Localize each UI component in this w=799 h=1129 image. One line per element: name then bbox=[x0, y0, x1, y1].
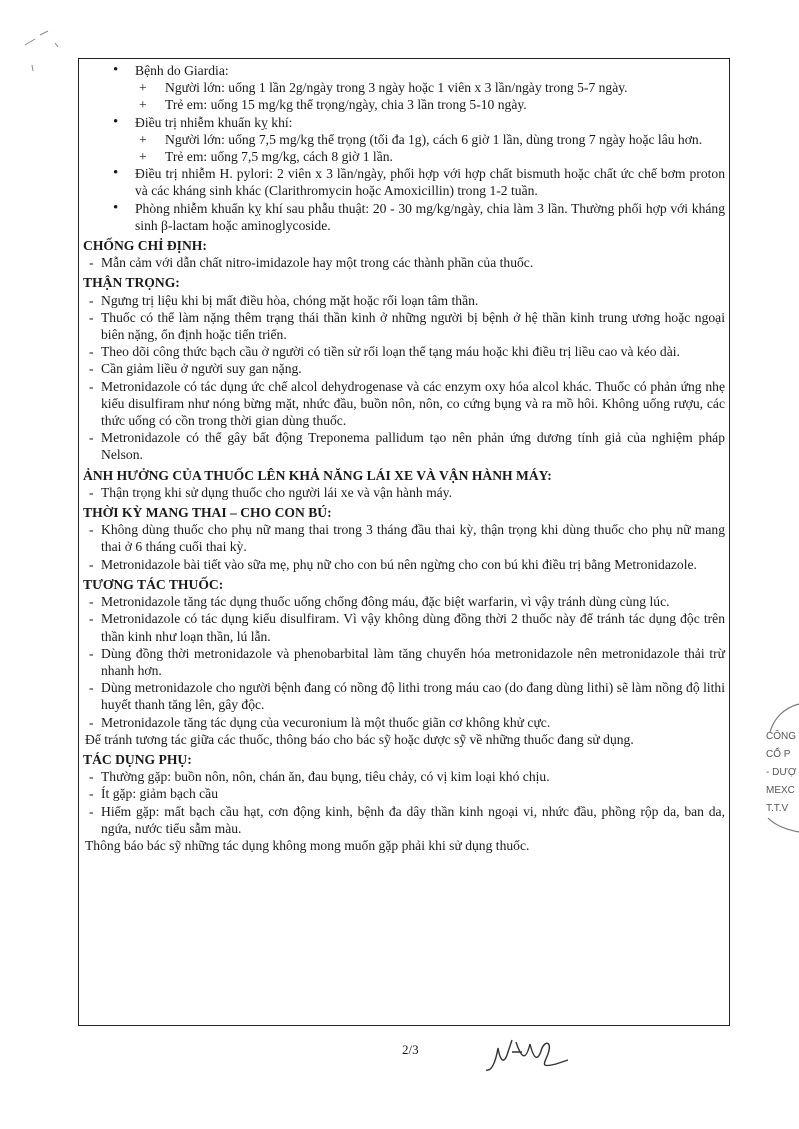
sub-item: + Người lớn: uống 1 lần 2g/ngày trong 3 ngày hoặc 1 viên x 3 lần/ngày trong 5-7 ngày. bbox=[83, 79, 725, 96]
list-item: - Mẫn cảm với dẫn chất nitro-imidazole hay một trong các thành phần của thuốc. bbox=[83, 254, 725, 271]
stamp-line: CỔ P bbox=[766, 749, 791, 760]
stamp-line: CÔNG bbox=[766, 731, 796, 742]
list-item: - Cần giảm liều ở người suy gan nặng. bbox=[83, 360, 725, 377]
stamp-line: MEXC bbox=[766, 785, 795, 796]
heading-interactions: TƯƠNG TÁC THUỐC: bbox=[83, 576, 224, 592]
list-item: - Metronidazole tăng tác dụng thuốc uống chống đông máu, đặc biệt warfarin, vì vậy tránh dùng cùng lúc. bbox=[83, 593, 725, 610]
list-item: - Metronidazole có tác dụng ức chế alcol dehydrogenase và các enzym oxy hóa alcol khác. Thuốc có phản ứng nhẹ kiểu disulfiram như nóng bừng mặt, nhức đầu, buồn nôn, nôn, co cứng bụng và ra mồ hôi. Không uống rượu, các thức uống có cồn trong thời gian dùng thuốc. bbox=[83, 378, 725, 430]
list-item: - Ngưng trị liệu khi bị mất điều hòa, chóng mặt hoặc rối loạn tâm thần. bbox=[83, 292, 725, 309]
list-item: - Hiếm gặp: mất bạch cầu hạt, cơn động kinh, bệnh đa dây thần kinh ngoại vi, nhức đầu, phồng rộp da, ban da, ngứa, nước tiểu sẫm màu. bbox=[83, 803, 725, 837]
official-stamp-fragment bbox=[738, 700, 799, 840]
sub-item: + Người lớn: uống 7,5 mg/kg thể trọng (tối đa 1g), cách 6 giờ 1 lần, dùng trong 7 ngày hoặc lâu hơn. bbox=[83, 131, 725, 148]
sub-item: + Trẻ em: uống 7,5 mg/kg, cách 8 giờ 1 lần. bbox=[83, 148, 725, 165]
document-body bbox=[83, 62, 725, 854]
stamp-line: T.T.V bbox=[766, 803, 789, 814]
list-item: - Metronidazole tăng tác dụng của vecuronium là một thuốc giãn cơ không khử cực. bbox=[83, 714, 725, 731]
heading-pregnancy: THỜI KỲ MANG THAI – CHO CON BÚ: bbox=[83, 505, 332, 521]
list-item: - Ít gặp: giảm bạch cầu bbox=[83, 785, 725, 802]
bullet-giardia: • Bệnh do Giardia: bbox=[83, 62, 725, 79]
list-item: - Metronidazole có thể gây bất động Treponema pallidum tạo nên phản ứng dương tính giả của nghiệm pháp Nelson. bbox=[83, 429, 725, 463]
heading-caution: THẬN TRỌNG: bbox=[83, 275, 180, 291]
list-item: - Không dùng thuốc cho phụ nữ mang thai trong 3 tháng đầu thai kỳ, thận trọng khi dùng thuốc cho phụ nữ mang thai ở 6 tháng cuối thai kỳ. bbox=[83, 521, 725, 555]
side-effects-note: Thông báo bác sỹ những tác dụng không mong muốn gặp phải khi sử dụng thuốc. bbox=[85, 837, 530, 853]
interactions-note: Để tránh tương tác giữa các thuốc, thông báo cho bác sỹ hoặc dược sỹ về những thuốc đang sử dụng. bbox=[85, 731, 634, 747]
stamp-line: - DƯỢ bbox=[766, 767, 797, 778]
list-item: - Thận trọng khi sử dụng thuốc cho người lái xe và vận hành máy. bbox=[83, 484, 725, 501]
bullet-hpylori: • Điều trị nhiễm H. pylori: 2 viên x 3 lần/ngày, phối hợp với hợp chất bismuth hoặc chất ức chế bơm proton và các kháng sinh khác (Clarithromycin hoặc Amoxicillin) trong 1-2 tuần. bbox=[83, 165, 725, 199]
list-item: - Thuốc có thể làm nặng thêm trạng thái thần kinh ở những người bị bệnh ở hệ thần kinh trung ương hoặc ngoại biên nặng, ổn định hoặc tiến triển. bbox=[83, 309, 725, 343]
list-item: - Thường gặp: buồn nôn, nôn, chán ăn, đau bụng, tiêu chảy, có vị kim loại khó chịu. bbox=[83, 768, 725, 785]
corner-mark bbox=[20, 25, 70, 85]
list-item: - Metronidazole có tác dụng kiểu disulfiram. Vì vậy không dùng đồng thời 2 thuốc này để tránh tác dụng độc trên thần kinh như loạn thần, lú lẫn. bbox=[83, 610, 725, 644]
list-item: - Theo dõi công thức bạch cầu ở người có tiền sử rối loạn thể tạng máu hoặc khi điều trị liều cao và kéo dài. bbox=[83, 343, 725, 360]
sub-item: + Trẻ em: uống 15 mg/kg thể trọng/ngày, chia 3 lần trong 5-10 ngày. bbox=[83, 96, 725, 113]
list-item: - Metronidazole bài tiết vào sữa mẹ, phụ nữ cho con bú nên ngừng cho con bú khi điều trị bằng Metronidazole. bbox=[83, 556, 725, 573]
signature-initials bbox=[482, 1030, 582, 1085]
heading-side-effects: TÁC DỤNG PHỤ: bbox=[83, 751, 192, 767]
heading-contraindications: CHỐNG CHỈ ĐỊNH: bbox=[83, 238, 207, 254]
bullet-prophylaxis: • Phòng nhiễm khuẩn kỵ khí sau phẫu thuật: 20 - 30 mg/kg/ngày, chia làm 3 lần. Thường phối hợp với kháng sinh β-lactam hoặc aminoglycoside. bbox=[83, 200, 725, 234]
heading-driving: ẢNH HƯỞNG CỦA THUỐC LÊN KHẢ NĂNG LÁI XE VÀ VẬN HÀNH MÁY: bbox=[83, 467, 552, 483]
page-number: 2/3 bbox=[402, 1042, 419, 1057]
bullet-anaerobic: • Điều trị nhiễm khuẩn kỵ khí: bbox=[83, 114, 725, 131]
list-item: - Dùng metronidazole cho người bệnh đang có nồng độ lithi trong máu cao (do đang dùng lithi) sẽ làm nồng độ lithi huyết thanh tăng lên, gây độc. bbox=[83, 679, 725, 713]
list-item: - Dùng đồng thời metronidazole và phenobarbital làm tăng chuyển hóa metronidazole nên metronidazole thải trừ nhanh hơn. bbox=[83, 645, 725, 679]
